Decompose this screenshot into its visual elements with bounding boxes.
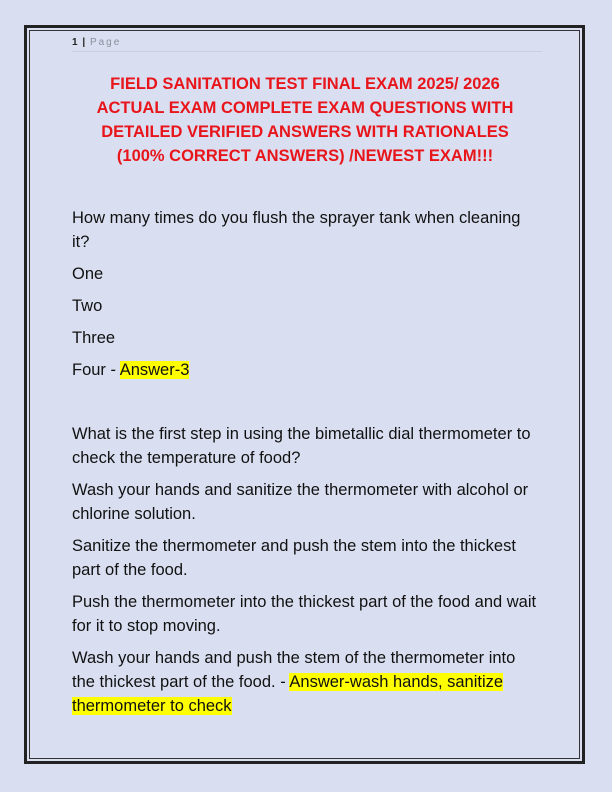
- document-body: [72, 206, 542, 726]
- answer-option-text: Four -: [72, 361, 120, 379]
- answer-option: Wash your hands and sanitize the thermometer with alcohol or chlorine solution.: [72, 481, 529, 523]
- answer-option-with-answer: [72, 646, 542, 718]
- question-block: [72, 422, 542, 718]
- highlighted-answer: Answer-3: [119, 361, 190, 379]
- title-line: ACTUAL EXAM COMPLETE EXAM QUESTIONS WITH: [96, 99, 514, 117]
- document-title: [60, 72, 550, 168]
- question-text: What is the first step in using the bimetallic dial thermometer to check the temperature of food?: [72, 425, 531, 467]
- answer-option-with-answer: [72, 358, 542, 382]
- title-line: FIELD SANITATION TEST FINAL EXAM 2025/ 2026: [110, 75, 500, 93]
- answer-option-text: Wash your hands and push the stem of the thermometer into the thickest part of the food. -: [72, 649, 516, 691]
- question-text: How many times do you flush the sprayer tank when cleaning it?: [72, 209, 521, 251]
- question-block: [72, 206, 542, 382]
- answer-option: Three: [72, 329, 116, 347]
- page-separator: |: [82, 37, 86, 48]
- title-line: DETAILED VERIFIED ANSWERS WITH RATIONALES: [101, 123, 509, 141]
- answer-option: Push the thermometer into the thickest part of the food and wait for it to stop moving.: [72, 593, 537, 635]
- section-spacer: [72, 390, 542, 422]
- highlighted-answer: Answer-wash hands, sanitize thermometer to check: [72, 673, 504, 715]
- answer-option: One: [72, 265, 104, 283]
- answer-option: Two: [72, 297, 103, 315]
- answer-option: Sanitize the thermometer and push the stem into the thickest part of the food.: [72, 537, 516, 579]
- title-line: (100% CORRECT ANSWERS) /NEWEST EXAM!!!: [116, 147, 494, 165]
- page-word: Page: [89, 37, 122, 48]
- page-header: [72, 37, 542, 52]
- page-number: 1: [72, 37, 78, 48]
